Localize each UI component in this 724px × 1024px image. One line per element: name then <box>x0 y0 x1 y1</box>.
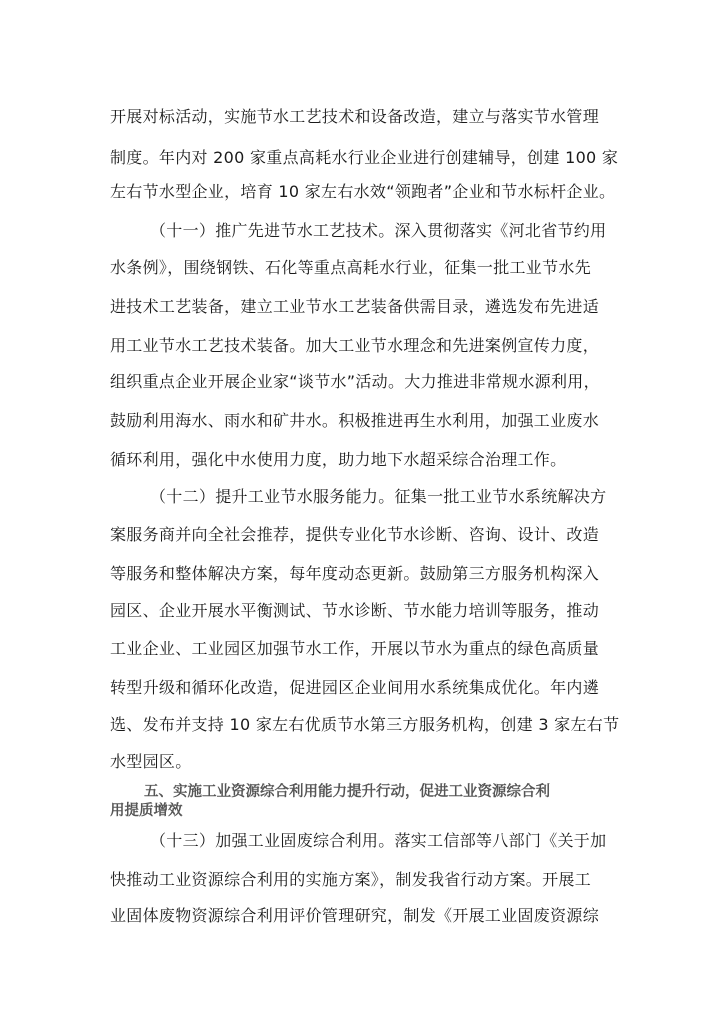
body-line: 左右节水型企业，培育 10 家左右水效“领跑者”企业和节水标杆企业。 <box>110 182 616 201</box>
body-line: 业固体废物资源综合利用评价管理研究，制发《开展工业固废资源综 <box>110 906 600 925</box>
section-heading: 五、实施工业资源综合利用能力提升行动，促进工业资源综合利 <box>144 783 550 800</box>
body-line: 工业企业、工业园区加强节水工作，开展以节水为重点的绿色高质量 <box>110 639 600 658</box>
body-line: 进技术工艺装备，建立工业节水工艺装备供需目录，遴选发布先进适 <box>110 297 600 316</box>
body-line: 园区、企业开展水平衡测试、节水诊断、节水能力培训等服务，推动 <box>110 601 600 620</box>
section-heading-cont: 用提质增效 <box>110 802 183 819</box>
body-line: 水型园区。 <box>110 752 192 771</box>
paragraph-11-start: （十一）推广先进节水工艺技术。深入贯彻落实《河北省节约用 <box>150 221 607 240</box>
body-line: 快推动工业资源综合利用的实施方案》，制发我省行动方案。开展工 <box>110 870 592 889</box>
body-line: 水条例》，围绕钢铁、石化等重点高耗水行业，征集一批工业节水先 <box>110 258 592 277</box>
body-line: 等服务和整体解决方案，每年度动态更新。鼓励第三方服务机构深入 <box>110 564 600 583</box>
body-line: 案服务商并向全社会推荐，提供专业化节水诊断、咨询、设计、改造 <box>110 525 600 544</box>
body-line: 循环利用，强化中水使用力度，助力地下水超采综合治理工作。 <box>110 450 567 469</box>
body-line: 组织重点企业开展企业家“谈节水”活动。大力推进非常规水源利用， <box>110 372 600 391</box>
body-line: 制度。年内对 200 家重点高耗水行业企业进行创建辅导，创建 100 家 <box>110 148 619 167</box>
body-line: 转型升级和循环化改造，促进园区企业间用水系统集成优化。年内遴 <box>110 678 600 697</box>
body-line: 用工业节水工艺技术装备。加大工业节水理念和先进案例宣传力度， <box>110 336 600 355</box>
body-line: 选、发布并支持 10 家左右优质节水第三方服务机构，创建 3 家左右节 <box>110 715 620 734</box>
paragraph-12-start: （十二）提升工业节水服务能力。征集一批工业节水系统解决方 <box>150 487 607 506</box>
paragraph-13-start: （十三）加强工业固废综合利用。落实工信部等八部门《关于加 <box>150 831 607 850</box>
body-line: 开展对标活动，实施节水工艺技术和设备改造，建立与落实节水管理 <box>110 107 600 126</box>
body-line: 鼓励利用海水、雨水和矿井水。积极推进再生水利用，加强工业废水 <box>110 411 600 430</box>
